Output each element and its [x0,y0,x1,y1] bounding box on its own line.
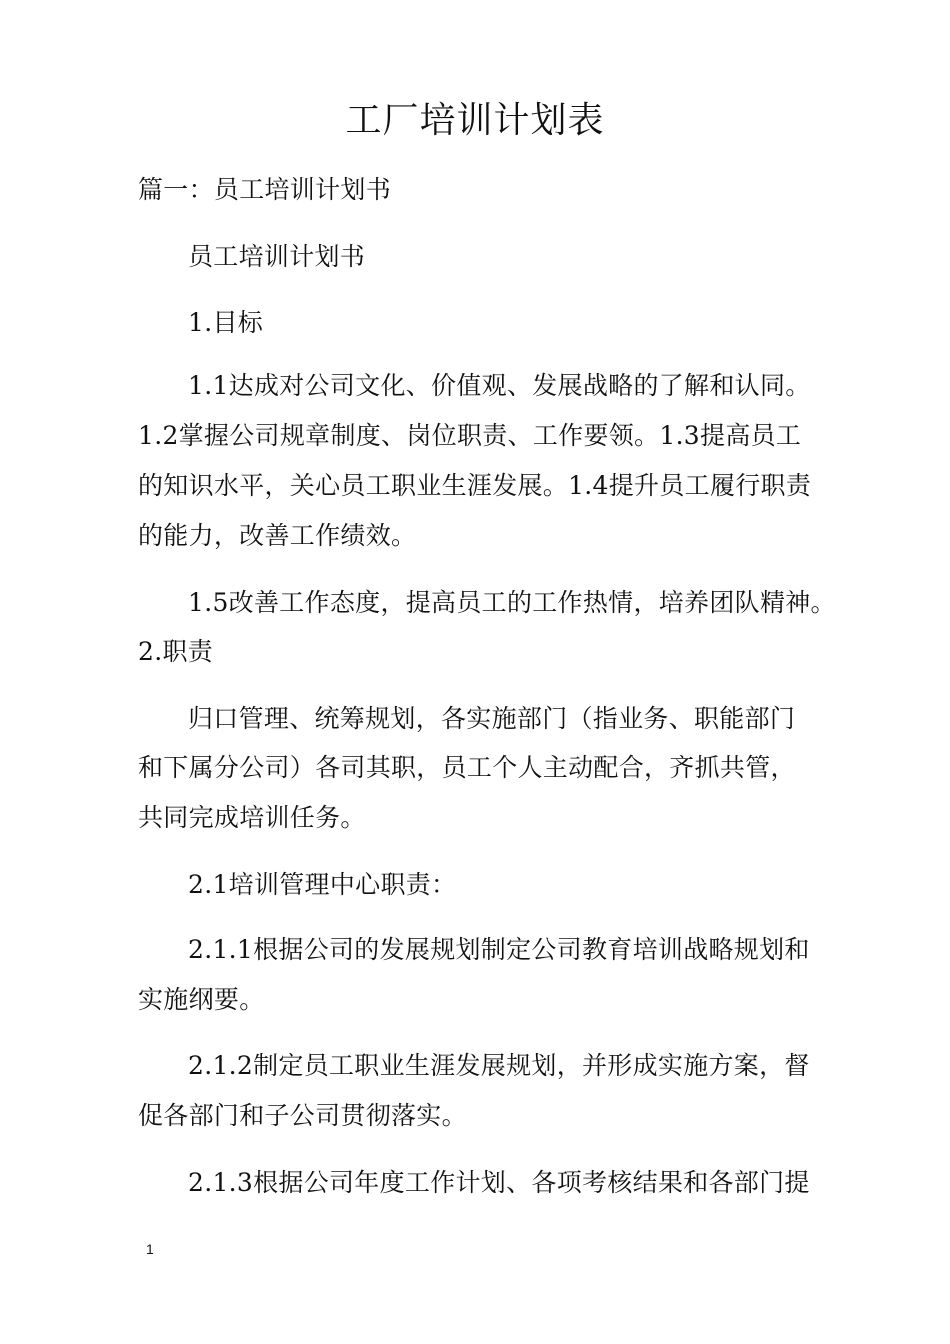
paragraph-line: 归口管理、统筹规划，各实施部门（指业务、职能部门 [188,704,796,733]
document-title: 工厂培训计划表 [345,100,605,141]
subheading: 员工培训计划书 [188,242,366,271]
paragraph-line: 2.1.3根据公司年度工作计划、各项考核结果和各部门提 [188,1168,810,1197]
paragraph-line: 促各部门和子公司贯彻落实。 [138,1101,467,1130]
paragraph-line: 1.2掌握公司规章制度、岗位职责、工作要领。1.3提高员工 [138,421,802,450]
paragraph-line: 共同完成培训任务。 [138,803,366,832]
paragraph-line: 实施纲要。 [138,985,265,1014]
page-number: 1 [146,1241,154,1257]
paragraph-line: 2.1.2制定员工职业生涯发展规划，并形成实施方案，督 [188,1051,810,1080]
paragraph-line: 1.5改善工作态度，提高员工的工作热情，培养团队精神。 [188,588,836,617]
paragraph-line: 的能力，改善工作绩效。 [138,521,417,550]
paragraph-line: 和下属分公司）各司其职，员工个人主动配合，齐抓共管， [138,753,796,782]
heading-objectives: 1.目标 [188,308,264,337]
paragraph-line: 1.1达成对公司文化、价值观、发展战略的了解和认同。 [188,371,811,400]
paragraph-line: 2.1.1根据公司的发展规划制定公司教育培训战略规划和 [188,935,810,964]
heading-responsibilities: 2.职责 [138,637,214,666]
section-heading: 篇一：员工培训计划书 [138,175,392,204]
subheading: 2.1培训管理中心职责： [188,870,457,899]
paragraph-line: 的知识水平，关心员工职业生涯发展。1.4提升员工履行职责 [138,471,812,500]
